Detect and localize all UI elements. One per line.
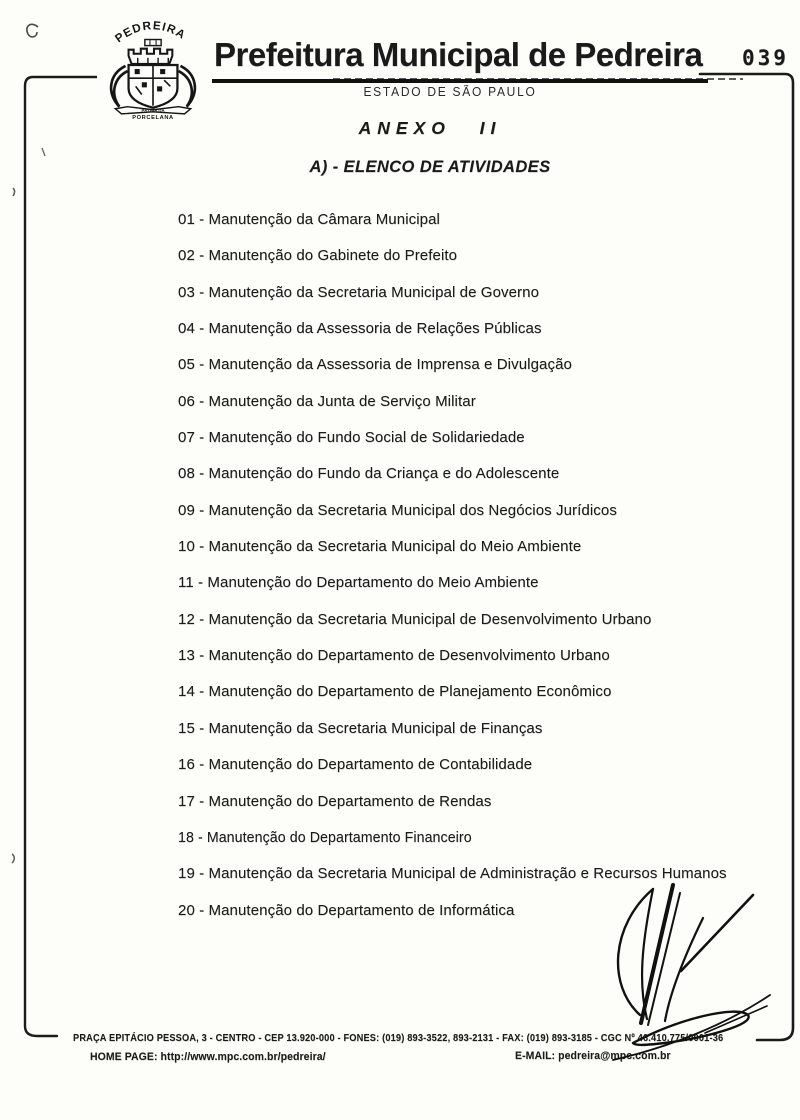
activity-item: 16 - Manutenção do Departamento de Contabilidade: [178, 756, 533, 774]
scan-artifact: [12, 854, 14, 863]
activity-item: 11 - Manutenção do Departamento do Meio Ambiente: [178, 574, 539, 592]
banner-top-text: PÁTRIA DA: [141, 107, 165, 113]
section-title: A) - ELENCO DE ATIVIDADES: [309, 158, 551, 176]
activity-item: 05 - Manutenção da Assessoria de Imprensa e Divulgação: [178, 356, 572, 374]
page-number-stamp: 039: [742, 46, 789, 70]
municipality-title: Prefeitura Municipal de Pedreira: [212, 36, 708, 83]
coat-of-arms-logo: [97, 13, 209, 121]
activity-item: 12 - Manutenção da Secretaria Municipal de Desenvolvimento Urbano: [178, 610, 652, 628]
activity-item: 01 - Manutenção da Câmara Municipal: [178, 211, 440, 228]
activity-item: 02 - Manutenção do Gabinete do Prefeito: [178, 247, 458, 265]
activities-list: [178, 212, 727, 939]
annex-title: ANEXO II: [358, 118, 502, 138]
activity-item: 04 - Manutenção da Assessoria de Relações Públicas: [178, 320, 542, 338]
scan-artifact: [27, 24, 38, 37]
footer-email: E-MAIL: pedreira@mpc.com.br: [515, 1050, 671, 1062]
activity-item: 06 - Manutenção da Junta de Serviço Militar: [178, 392, 476, 410]
logo-arc-text: PEDREIRA: [112, 19, 189, 46]
banner-bottom-text: PORCELANA: [132, 114, 174, 121]
activity-item: 07 - Manutenção do Fundo Social de Solidariedade: [178, 429, 525, 447]
signature-scribble: [585, 873, 800, 1073]
footer-homepage: HOME PAGE: http://www.mpc.com.br/pedreira/: [90, 1051, 326, 1063]
activity-item: 03 - Manutenção da Secretaria Municipal de Governo: [178, 283, 540, 301]
activity-item: 08 - Manutenção do Fundo da Criança e do Adolescente: [178, 465, 560, 483]
state-subtitle: ESTADO DE SÃO PAULO: [363, 85, 537, 99]
activity-item: 15 - Manutenção da Secretaria Municipal de Finanças: [178, 719, 543, 737]
activity-item: 20 - Manutenção do Departamento de Informática: [178, 901, 515, 919]
scan-artifact: [13, 188, 15, 196]
activity-item: 10 - Manutenção da Secretaria Municipal do Meio Ambiente: [178, 538, 582, 556]
activity-item: 09 - Manutenção da Secretaria Municipal dos Negócios Jurídicos: [178, 501, 617, 519]
activity-item: 18 - Manutenção do Departamento Financeiro: [178, 829, 472, 846]
activity-item: 19 - Manutenção da Secretaria Municipal de Administração e Recursos Humanos: [178, 865, 727, 883]
activity-item: 13 - Manutenção do Departamento de Desenvolvimento Urbano: [178, 647, 610, 665]
scan-artifact: [42, 148, 45, 156]
footer-address-line: PRAÇA EPITÁCIO PESSOA, 3 - CENTRO - CEP 13.920-000 - FONES: (019) 893-3522, 893-2131 - FAX: (019) 893-3185 - CGC Nº 46.410.775/0001-36: [73, 1033, 724, 1044]
activity-item: 17 - Manutenção do Departamento de Rendas: [178, 792, 492, 810]
activity-item: 14 - Manutenção do Departamento de Planejamento Econômico: [178, 683, 612, 701]
